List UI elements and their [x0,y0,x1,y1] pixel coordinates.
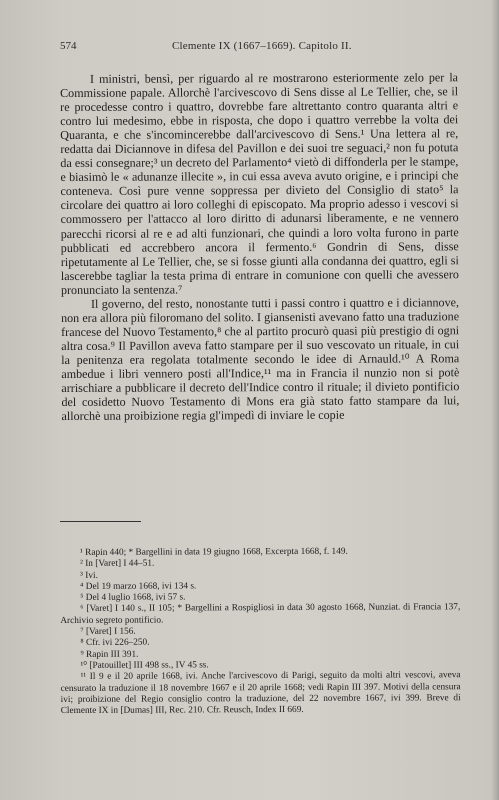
footnote: ² In [Varet] I 44–51. [80,558,155,570]
footnote-rule [60,521,141,522]
footnote: ⁷ [Varet] I 156. [80,626,136,637]
running-title: Clemente IX (1667–1669). Capitolo II. [172,40,352,52]
footnote: ¹¹ Il 9 e il 20 aprile 1668, ivi. Anche l'arcivescovo di Parigi, seguito da molti altri vescovi, aveva censurato la traduzione il 18 novembre 1667 e il 20 aprile 1668; vedi Rapin III 397. Motivi della censura ivi; proibizione del Regio consiglio contro la traduzione, del 22 novembre 1667, ivi 399. Breve di Clemente IX in [Dumas] III, Rec. 210. Cfr. Reusch, Index II 669. [60,670,461,717]
main-text [60,70,460,423]
paragraph: I ministri, bensì, per riguardo al re mostrarono esteriormente zelo per la Commissione papale. Allorchè l'arcivescovo di Sens disse al Le Tellier, che, se il re procedesse contro i quattro, dovrebbe fare altrettanto contro quaranta altri e contro lui medesimo, ebbe in risposta, che dopo i quattro verrebbe la volta dei Quaranta, e che s'incomincerebbe dall'arcivescovo di Sens.¹ Una lettera al re, redatta dai Diciannove in difesa del Pavillon e dei suoi tre seguaci,² non fu potuta da essi consegnare;³ un decreto del Parlamento⁴ vietò di diffonderla per le stampe, e biasimò le « adunanze illecite », in cui essa aveva avuto origine, e i principi che conteneva. Così pure venne soppressa per divieto del Consiglio di stato⁵ la circolare dei quattro ai loro colleghi di episcopato. Ma proprio adesso i vescovi si commossero per l'attacco al loro diritto di adunarsi liberamente, e ne vennero parecchi ricorsi al re e ad alti funzionari, che quindi a loro volta furono in parte pubblicati ed accrebbero ancora il fermento.⁶ Gondrin di Sens, disse ripetutamente al Le Tellier, che, se si fosse giunti alla condanna dei quattro, egli si lascerebbe tagliar la testa prima di entrare in comunione con quelli che avessero pronunciato la sentenza.⁷ [60,70,459,297]
paragraph: Il governo, del resto, nonostante tutti i passi contro i quattro e i diciannove, non era allora più filoromano del solito. I giansenisti avevano fatto una traduzione francese del Nuovo Testamento,⁸ che al partito procurò quasi più prestigio di ogni altra cosa.⁹ Il Pavillon aveva fatto stampare per il suo vescovato un rituale, in cui la penitenza era regolata totalmente secondo le idee di Arnauld.¹⁰ A Roma ambedue i libri vennero posti all'Indice,¹¹ ma in Francia il nunzio non si potè arrischiare a pubblicare il decreto dell'Indice contro il rituale; il divieto pontificio del cosidetto Nuovo Testamento di Mons era già stato fatto stampare da lui, allorchè una proibizione regia gl'impedì di inviare le copie [61,295,460,424]
page-number: 574 [60,40,77,52]
page-edge-shadow [491,0,499,800]
footnote: ¹⁰ [Patouillet] III 498 ss., IV 45 ss. [80,660,209,671]
footnote: ⁵ Del 4 luglio 1668, ivi 57 s. [80,592,186,604]
footnote: ⁴ Del 19 marzo 1668, ivi 134 s. [80,581,197,592]
page-header [60,40,460,56]
footnote: ³ Ivi. [80,570,98,581]
footnote: ⁹ Rapin III 391. [80,649,139,660]
footnote: ⁸ Cfr. ivi 226–250. [80,637,150,649]
footnotes [60,546,461,717]
footnote: ¹ Rapin 440; * Bargellini in data 19 giugno 1668, Excerpta 1668, f. 149. [79,546,348,558]
footnote: ⁶ [Varet] I 140 s., II 105; * Bargellini a Rospigliosi in data 30 agosto 1668, Nunziat. di Francia 137, Archivio segreto pontificio. [60,602,461,626]
